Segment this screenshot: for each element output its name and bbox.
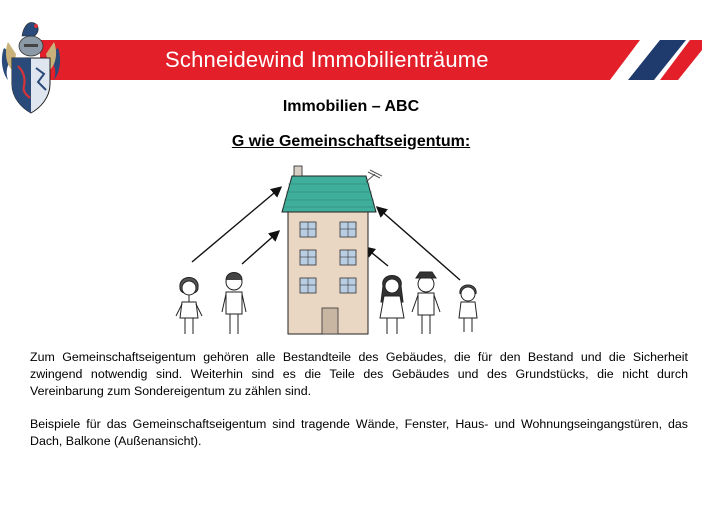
house-with-people-illustration	[170, 162, 490, 340]
person-icon	[222, 273, 246, 335]
body-paragraph-definition: Zum Gemeinschaftseigentum gehören alle Bestandteile des Gebäudes, die für den Bestand und die Sicherheit zwingend notwendig sind. Weiterhin sind es die Teile des Gebäudes und des Grundstücks, die nicht durch Vereinbarung zum Sondereigentum zu zählen sind.	[30, 350, 688, 398]
body-paragraph-examples: Beispiele für das Gemeinschaftseigentum sind tragende Wände, Fenster, Haus- und Wohnungseingangstüren, das Dach, Balkone (Außenansicht).	[30, 417, 688, 448]
header-banner	[0, 40, 702, 80]
company-title: Schneidewind Immobilienträume	[165, 47, 489, 72]
section-heading: Immobilien – ABC	[282, 98, 420, 115]
person-icon	[412, 272, 440, 334]
door-icon	[322, 308, 338, 334]
person-icon	[380, 276, 404, 335]
topic-heading: G wie Gemeinschaftseigentum:	[231, 133, 471, 150]
person-icon	[459, 285, 477, 332]
person-icon	[176, 278, 202, 335]
